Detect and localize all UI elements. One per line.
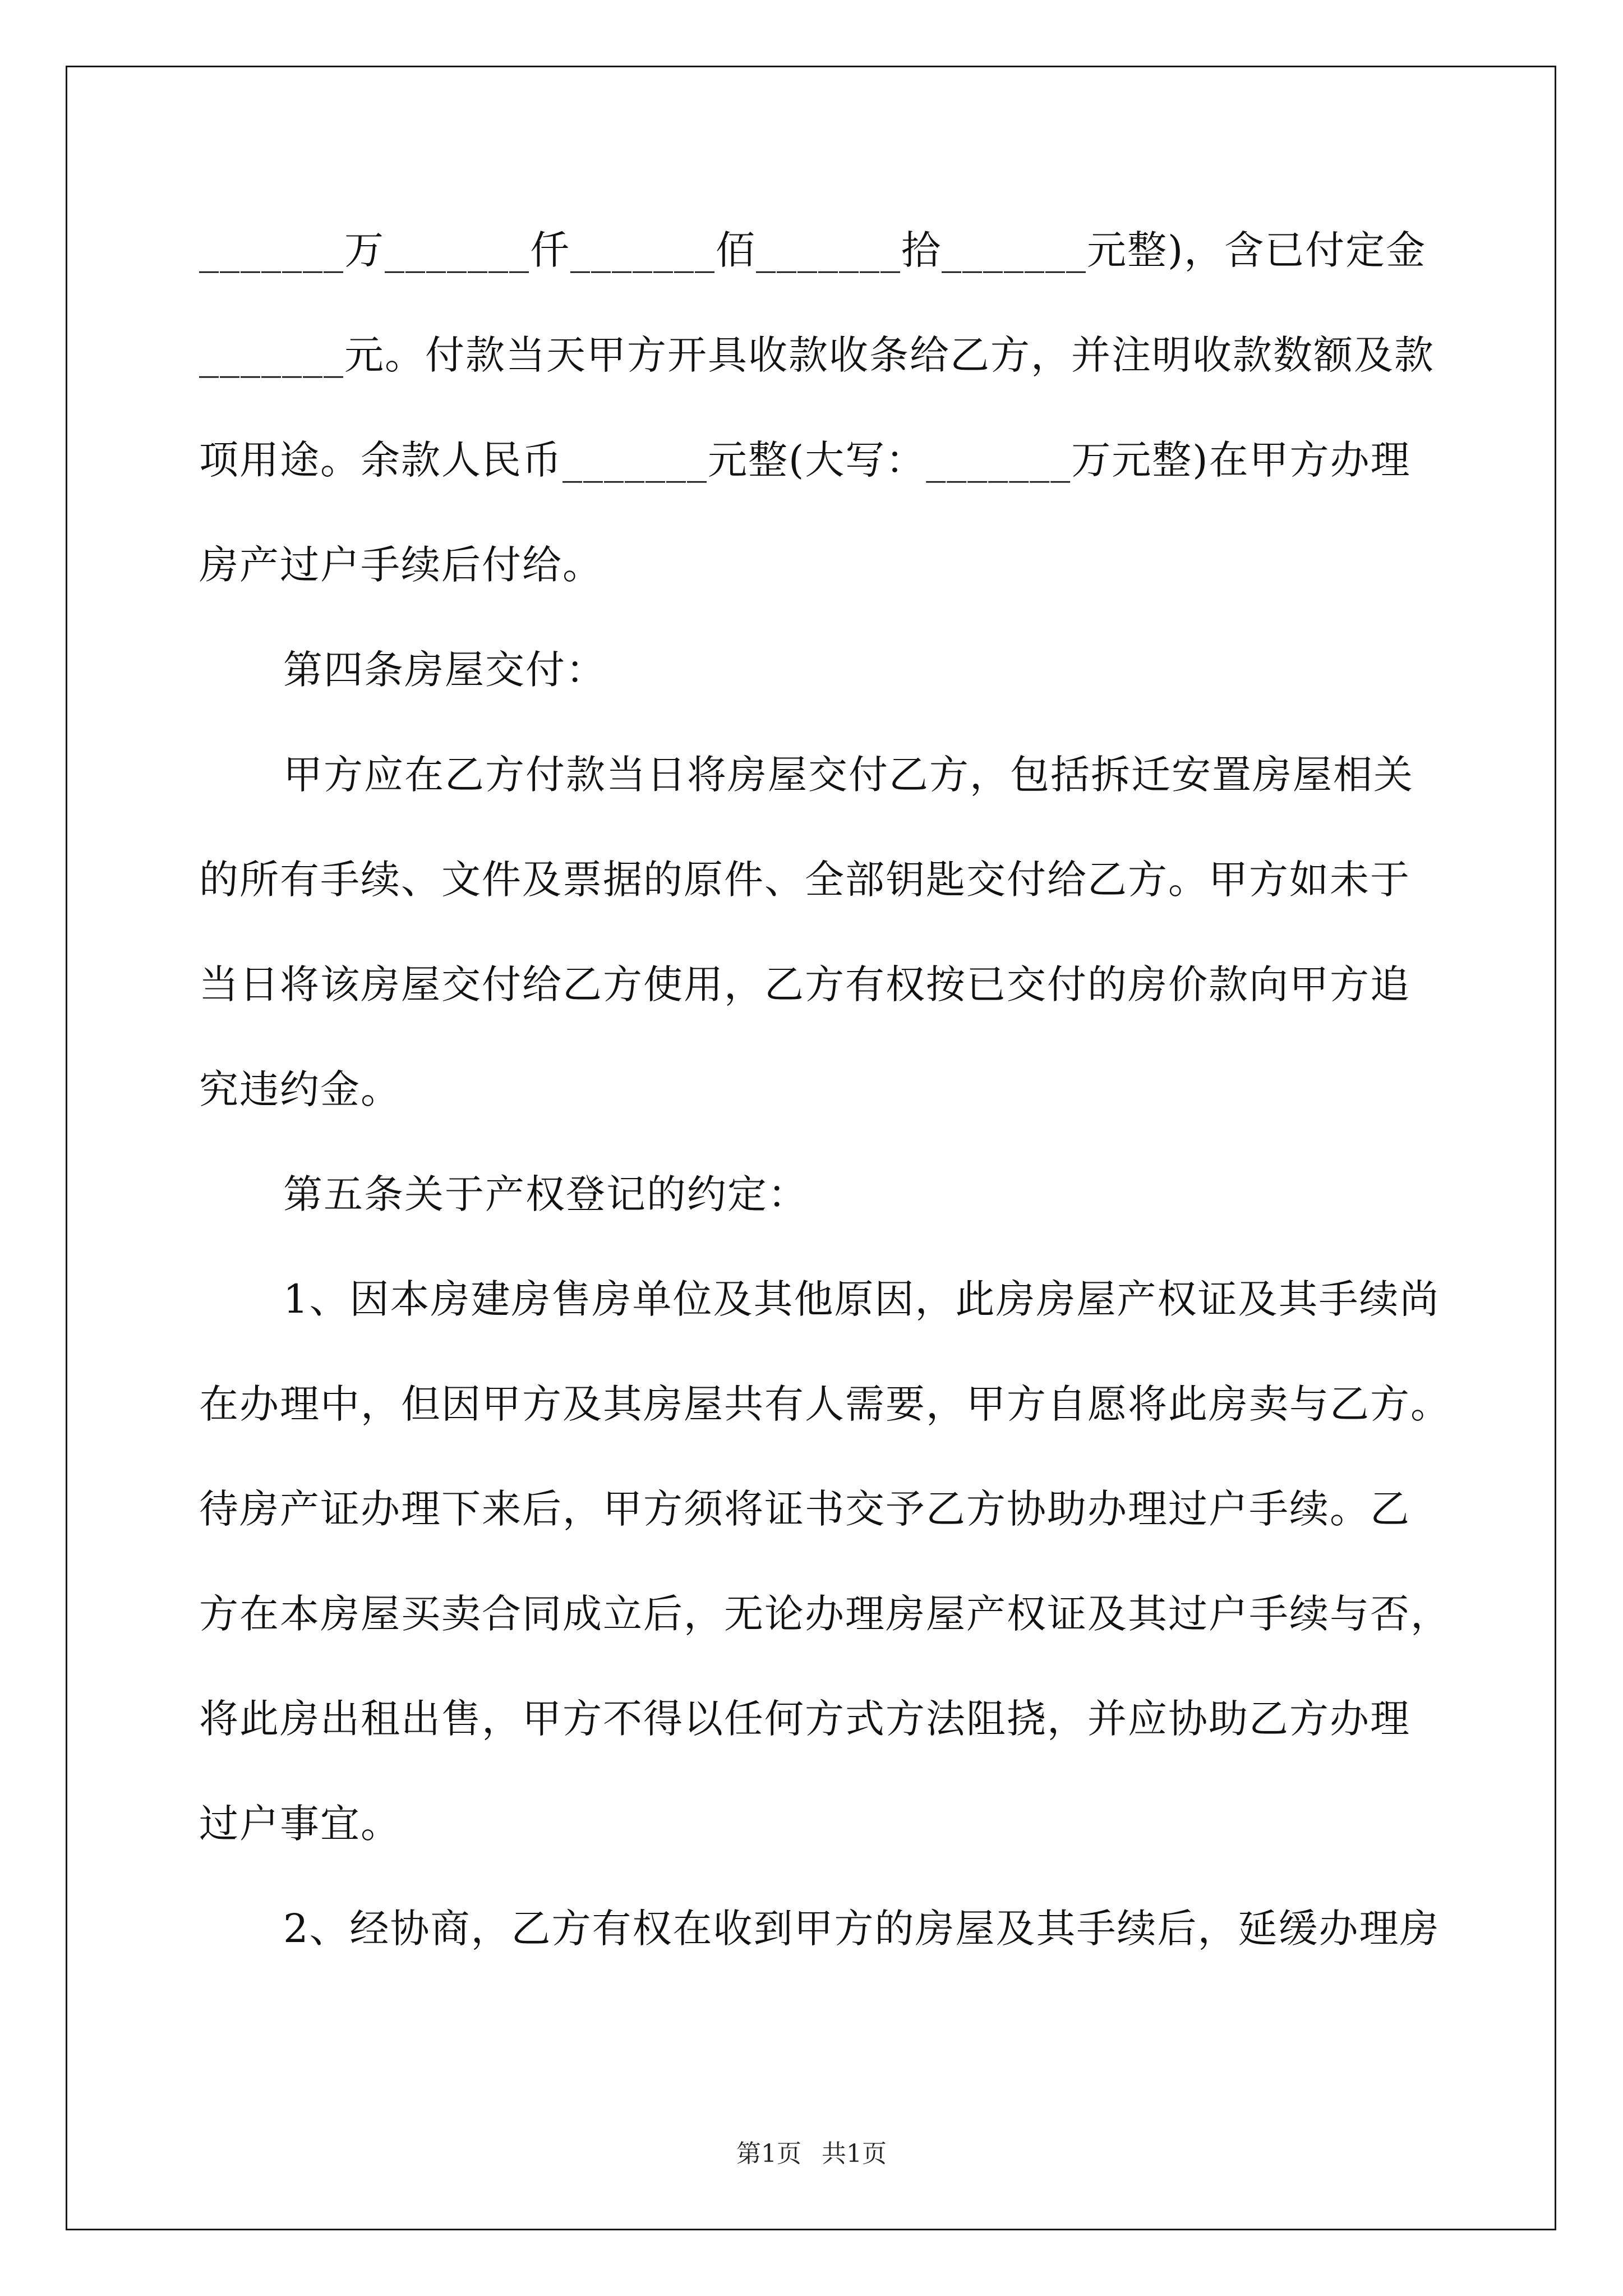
text-line: 在办理中，但因甲方及其房屋共有人需要，甲方自愿将此房卖与乙方。 <box>199 1381 1451 1427</box>
section-heading: 第四条房屋交付： <box>283 647 606 693</box>
text-line: 的所有手续、文件及票据的原件、全部钥匙交付给乙方。甲方如未于 <box>199 857 1410 903</box>
text-line: 方在本房屋买卖合同成立后，无论办理房屋产权证及其过户手续与否， <box>199 1591 1451 1637</box>
page-footer <box>0 2137 1623 2171</box>
text-line: _______元。付款当天甲方开具收款收条给乙方，并注明收款数额及款 <box>199 332 1435 378</box>
text-line: 将此房出租出售，甲方不得以任何方式方法阻挠，并应协助乙方办理 <box>199 1696 1410 1742</box>
text-line: 甲方应在乙方付款当日将房屋交付乙方，包括拆迁安置房屋相关 <box>283 752 1414 798</box>
text-line: 过户事宜。 <box>199 1801 401 1847</box>
text-line: 房产过户手续后付给。 <box>199 542 603 588</box>
section-heading: 第五条关于产权登记的约定： <box>283 1171 808 1217</box>
text-line: 当日将该房屋交付给乙方使用，乙方有权按已交付的房价款向甲方追 <box>199 961 1410 1007</box>
text-line: 2、经协商，乙方有权在收到甲方的房屋及其手续后，延缓办理房 <box>283 1906 1440 1952</box>
page-total: 共1页 <box>822 2139 887 2168</box>
page-number: 第1页 <box>736 2139 801 2168</box>
text-line: 项用途。余款人民币_______元整(大写：_______万元整)在甲方办理 <box>199 437 1411 483</box>
text-line: 1、因本房建房售房单位及其他原因，此房房屋产权证及其手续尚 <box>283 1276 1440 1322</box>
text-line: 待房产证办理下来后，甲方须将证书交予乙方协助办理过户手续。乙 <box>199 1486 1410 1532</box>
text-line: 究违约金。 <box>199 1066 401 1112</box>
text-line: _______万_______仟_______佰_______拾_______元整)，含已付定金 <box>199 227 1427 273</box>
